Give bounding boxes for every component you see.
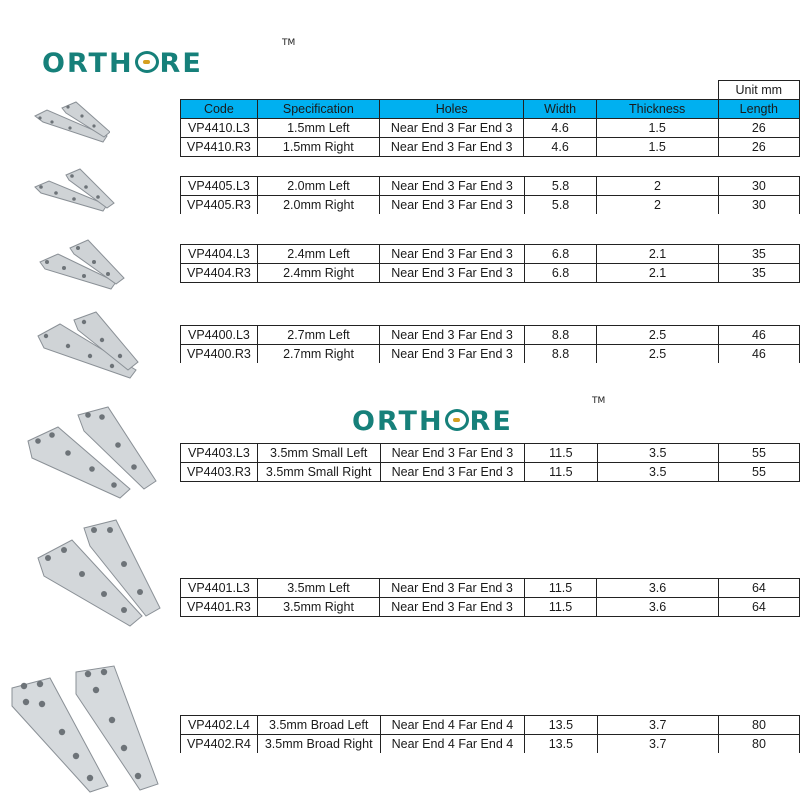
table-row [181,138,800,157]
cell-length: 80 [718,735,799,754]
cell-thickness: 3.5 [597,444,718,463]
cell-length: 46 [718,326,799,345]
cell-holes: Near End 3 Far End 3 [379,138,524,157]
spec-table-3-5mm-broad [180,715,800,753]
plate-image-2-7mm [34,310,144,380]
cell-holes: Near End 3 Far End 3 [380,245,525,264]
logo-o-icon [135,51,159,73]
spec-table-2-4mm [180,244,800,283]
table-row [181,463,800,482]
cell-code: VP4401.R3 [181,598,258,617]
spec-table-3-5mm-small [180,443,800,482]
cell-thickness: 3.7 [597,716,718,735]
cell-code: VP4405.L3 [181,177,258,196]
cell-holes: Near End 4 Far End 4 [380,735,525,754]
cell-specification: 3.5mm Right [257,598,379,617]
cell-width: 5.8 [524,177,596,196]
cell-specification: 3.5mm Small Right [257,463,380,482]
cell-holes: Near End 3 Far End 3 [380,177,525,196]
cell-length: 55 [718,444,799,463]
cell-specification: 3.5mm Broad Left [257,716,380,735]
table-row [181,598,800,617]
col-header-width: Width [524,100,596,119]
spec-table-3-5mm [180,578,800,617]
cell-specification: 3.5mm Broad Right [257,735,380,754]
cell-holes: Near End 3 Far End 3 [380,463,525,482]
cell-thickness: 2.1 [597,245,719,264]
cell-width: 13.5 [525,735,597,754]
cell-length: 26 [718,138,799,157]
table-row [181,345,800,364]
cell-specification: 2.0mm Right [257,196,379,215]
cell-thickness: 3.6 [597,598,719,617]
table-row [181,196,800,215]
table-row [181,119,800,138]
cell-holes: Near End 3 Far End 3 [380,196,525,215]
cell-specification: 2.0mm Left [257,177,379,196]
cell-holes: Near End 3 Far End 3 [379,119,524,138]
table-row [181,716,800,735]
cell-length: 26 [718,119,799,138]
plate-image-2-0mm [30,165,115,215]
plate-image-1-5mm [30,98,110,148]
cell-length: 30 [718,177,799,196]
cell-code: VP4404.L3 [181,245,258,264]
cell-length: 30 [718,196,799,215]
cell-width: 11.5 [524,598,596,617]
logo-o-icon [445,409,469,431]
cell-specification: 3.5mm Left [257,579,379,598]
table-row [181,245,800,264]
cell-length: 35 [718,264,799,283]
cell-length: 46 [718,345,799,364]
cell-holes: Near End 3 Far End 3 [380,326,525,345]
cell-width: 8.8 [524,345,596,364]
spec-table-2-7mm [180,325,800,363]
cell-holes: Near End 4 Far End 4 [380,716,525,735]
cell-thickness: 2 [597,196,719,215]
cell-width: 6.8 [524,264,596,283]
cell-code: VP4410.L3 [181,119,258,138]
col-header-holes: Holes [379,100,524,119]
cell-thickness: 2.5 [597,326,719,345]
table-row [181,264,800,283]
table-row [181,177,800,196]
unit-label: Unit mm [718,81,799,100]
col-header-length: Length [718,100,799,119]
cell-length: 64 [718,579,799,598]
cell-length: 64 [718,598,799,617]
spec-table-2-0mm [180,176,800,214]
cell-code: VP4403.L3 [181,444,258,463]
cell-holes: Near End 3 Far End 3 [380,345,525,364]
cell-thickness: 2.5 [597,345,719,364]
plate-image-3-5mm-broad [6,660,166,795]
cell-thickness: 1.5 [596,138,718,157]
cell-code: VP4400.L3 [181,326,258,345]
cell-specification: 2.7mm Right [257,345,379,364]
table-row [181,735,800,754]
plate-image-2-4mm [36,236,126,294]
table-row [181,579,800,598]
plate-image-3-5mm [32,518,172,628]
cell-code: VP4400.R3 [181,345,258,364]
cell-length: 35 [718,245,799,264]
cell-thickness: 3.5 [597,463,718,482]
table-row [181,326,800,345]
cell-specification: 2.4mm Right [257,264,379,283]
cell-width: 5.8 [524,196,596,215]
cell-width: 11.5 [525,444,597,463]
cell-code: VP4404.R3 [181,264,258,283]
col-header-thickness: Thickness [596,100,718,119]
cell-thickness: 2.1 [597,264,719,283]
brand-logo: ORTH RE TM [42,38,296,79]
cell-width: 4.6 [524,138,596,157]
cell-thickness: 2 [597,177,719,196]
cell-length: 55 [718,463,799,482]
cell-width: 4.6 [524,119,596,138]
cell-width: 8.8 [524,326,596,345]
plate-image-3-5mm-small [22,405,162,500]
cell-holes: Near End 3 Far End 3 [380,598,525,617]
brand-logo-watermark: ORTH RE TM [352,396,606,437]
cell-length: 80 [718,716,799,735]
cell-specification: 2.7mm Left [257,326,379,345]
cell-holes: Near End 3 Far End 3 [380,264,525,283]
cell-holes: Near End 3 Far End 3 [380,444,525,463]
cell-specification: 2.4mm Left [257,245,379,264]
cell-width: 6.8 [524,245,596,264]
cell-specification: 1.5mm Left [257,119,379,138]
cell-code: VP4401.L3 [181,579,258,598]
col-header-specification: Specification [257,100,379,119]
cell-code: VP4405.R3 [181,196,258,215]
cell-holes: Near End 3 Far End 3 [380,579,525,598]
col-header-code: Code [181,100,258,119]
cell-code: VP4410.R3 [181,138,258,157]
cell-thickness: 3.6 [597,579,719,598]
cell-width: 13.5 [525,716,597,735]
table-row [181,444,800,463]
cell-specification: 3.5mm Small Left [257,444,380,463]
cell-specification: 1.5mm Right [257,138,379,157]
spec-table-1-5mm [180,80,800,157]
cell-code: VP4403.R3 [181,463,258,482]
cell-code: VP4402.R4 [181,735,258,754]
cell-width: 11.5 [524,579,596,598]
cell-code: VP4402.L4 [181,716,258,735]
cell-width: 11.5 [525,463,597,482]
cell-thickness: 3.7 [597,735,718,754]
cell-thickness: 1.5 [596,119,718,138]
